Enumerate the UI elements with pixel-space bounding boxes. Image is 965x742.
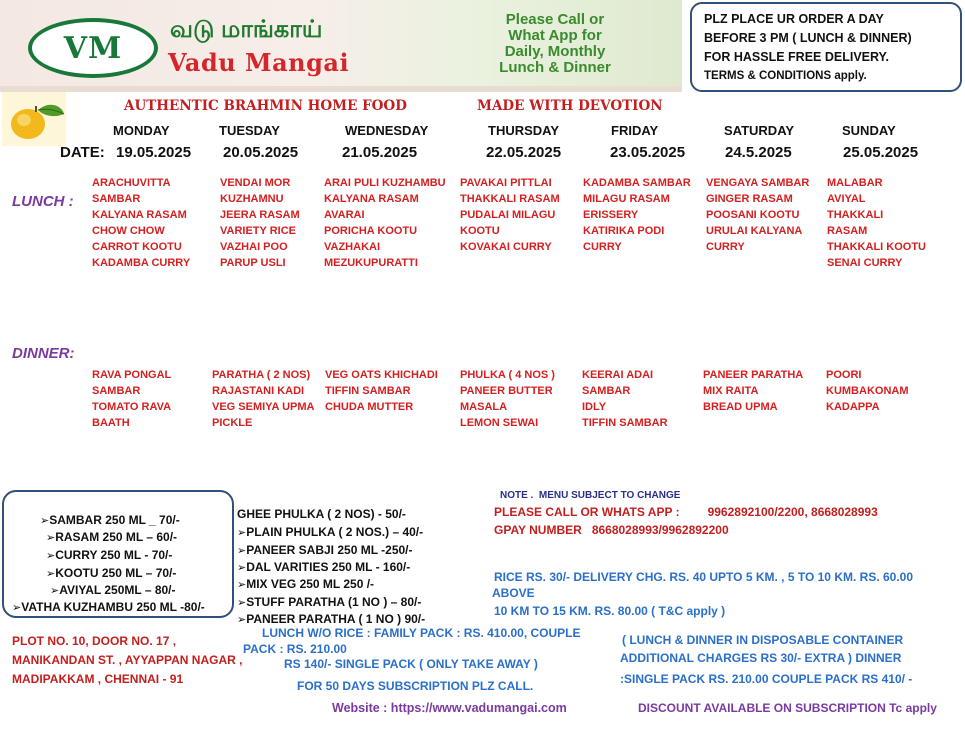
delivery-charges: RICE RS. 30/- DELIVERY CHG. RS. 40 UPTO 5 KM. , 5 TO 10 KM. RS. 60.00	[494, 570, 914, 584]
menu-item: ERISSERY	[583, 209, 639, 221]
menu-item: RAJASTANI KADI	[212, 385, 305, 397]
menu-item: IDLY	[582, 401, 607, 413]
extra-item: ➢STUFF PARATHA (1 NO ) – 80/-	[237, 595, 422, 609]
mango-icon	[2, 92, 66, 146]
day-friday: FRIDAY	[611, 123, 659, 138]
dinner-wednesday	[325, 367, 438, 415]
menu-item: PAVAKAI PITTLAI	[460, 177, 552, 189]
arrow-icon: ➢	[40, 515, 50, 527]
menu-item: SAMBAR	[582, 385, 631, 397]
arrow-icon: ➢	[46, 550, 56, 562]
dinner-friday	[582, 367, 668, 431]
date-thursday: 22.05.2025	[486, 144, 562, 161]
extra-item: ➢PANEER SABJI 250 ML -250/-	[237, 543, 413, 557]
day-tuesday: TUESDAY	[219, 123, 280, 138]
address: PLOT NO. 10, DOOR NO. 17 , MANIKANDAN ST. , AYYAPPAN NAGAR , MADIPAKKAM , CHENNAI - 91	[12, 634, 243, 686]
menu-item: MIX RAITA	[703, 385, 759, 397]
menu-item: CURRY	[583, 241, 622, 253]
lunch-sunday	[827, 175, 926, 271]
menu-item: AVIYAL	[827, 193, 866, 205]
menu-item: BREAD UPMA	[703, 401, 778, 413]
lunch-label: LUNCH :	[12, 193, 74, 210]
price-item: ➢KOOTU 250 ML – 70/-	[46, 566, 177, 580]
arrow-icon: ➢	[237, 562, 247, 574]
menu-item: KEERAI ADAI	[582, 369, 654, 381]
menu-item: CHUDA MUTTER	[325, 401, 414, 413]
menu-item: PANEER BUTTER	[460, 385, 553, 397]
extra-item: ➢PANEER PARATHA ( 1 NO ) 90/-	[237, 612, 426, 626]
arrow-icon: ➢	[237, 597, 247, 609]
menu-item: VEG OATS KHICHADI	[325, 369, 438, 381]
menu-item: SENAI CURRY	[827, 257, 903, 269]
day-thursday: THURSDAY	[488, 123, 560, 138]
menu-item: VENDAI MOR	[220, 177, 291, 189]
banner-divider	[0, 86, 682, 92]
pack-prices-couple: PACK : RS. 210.00	[243, 642, 347, 656]
heading-authentic: AUTHENTIC BRAHMIN HOME FOOD	[124, 98, 407, 114]
menu-item: RASAM	[827, 225, 868, 237]
menu-item: GINGER RASAM	[706, 193, 793, 205]
menu-item: CURRY	[706, 241, 745, 253]
menu-item: VEG SEMIYA UPMA	[212, 401, 315, 413]
extra-item: GHEE PHULKA ( 2 NOS) - 50/-	[237, 507, 406, 521]
menu-item: THAKKALI RASAM	[460, 193, 560, 205]
menu-item: VAZHAKAI	[324, 241, 381, 253]
lunch-monday	[92, 175, 190, 271]
date-tuesday: 20.05.2025	[223, 144, 299, 161]
price-item: ➢AVIYAL 250ML – 80/-	[50, 583, 176, 597]
extra-item: ➢PLAIN PHULKA ( 2 NOS.) – 40/-	[237, 525, 424, 539]
lunch-thursday	[460, 175, 560, 255]
container-charges: ADDITIONAL CHARGES RS 30/- EXTRA ) DINNER	[620, 651, 902, 665]
menu-item: CHOW CHOW	[92, 225, 165, 237]
vm-logo	[28, 18, 158, 78]
pack-prices: LUNCH W/O RICE : FAMILY PACK : RS. 410.00, COUPLE	[262, 626, 581, 640]
date-label: DATE:	[60, 144, 105, 161]
menu-item: ARAI PULI KUZHAMBU	[324, 177, 446, 189]
date-friday: 23.05.2025	[610, 144, 686, 161]
brand-name-tamil: வடு மாங்காய்	[170, 16, 323, 43]
date-monday: 19.05.2025	[116, 144, 192, 161]
arrow-icon: ➢	[237, 579, 247, 591]
arrow-icon: ➢	[237, 614, 247, 626]
menu-item: VAZHAI POO	[220, 241, 288, 253]
date-saturday: 24.5.2025	[725, 144, 792, 161]
menu-item: TIFFIN SAMBAR	[325, 385, 411, 397]
menu-item: LEMON SEWAI	[460, 417, 539, 429]
extra-item: ➢DAL VARITIES 250 ML - 160/-	[237, 560, 411, 574]
price-item: ➢RASAM 250 ML – 60/-	[46, 530, 178, 544]
menu-item: PHULKA ( 4 NOS )	[460, 369, 555, 381]
arrow-icon: ➢	[46, 568, 56, 580]
gpay-number: GPAY NUMBER 8668028993/9962892200	[494, 523, 729, 537]
menu-item: SAMBAR	[92, 385, 141, 397]
dinner-sunday	[826, 367, 909, 415]
arrow-icon: ➢	[237, 527, 247, 539]
single-pack-price: RS 140/- SINGLE PACK ( ONLY TAKE AWAY )	[284, 657, 538, 671]
menu-item: POOSANI KOOTU	[706, 209, 800, 221]
delivery-charges-far: 10 KM TO 15 KM. RS. 80.00 ( T&C apply )	[494, 604, 726, 618]
heading-devotion: MADE WITH DEVOTION	[477, 98, 663, 114]
lunch-wednesday	[324, 175, 446, 271]
menu-item: AVARAI	[324, 209, 365, 221]
menu-note: NOTE . MENU SUBJECT TO CHANGE	[500, 490, 681, 501]
menu-item: POORI	[826, 369, 862, 381]
menu-item: KOOTU	[460, 225, 500, 237]
lunch-saturday	[706, 175, 809, 255]
menu-item: KOVAKAI CURRY	[460, 241, 552, 253]
menu-item: MILAGU RASAM	[583, 193, 670, 205]
menu-item: JEERA RASAM	[220, 209, 300, 221]
menu-item: KATIRIKA PODI	[583, 225, 665, 237]
menu-item: MALABAR	[827, 177, 883, 189]
menu-item: BAATH	[92, 417, 130, 429]
menu-item: RAVA PONGAL	[92, 369, 172, 381]
day-saturday: SATURDAY	[724, 123, 795, 138]
menu-item: KALYANA RASAM	[324, 193, 419, 205]
lunch-friday	[583, 175, 691, 255]
subscription-note: FOR 50 DAYS SUBSCRIPTION PLZ CALL.	[297, 679, 534, 693]
menu-item: URULAI KALYANA	[706, 225, 803, 237]
dinner-label: DINNER:	[12, 345, 75, 362]
extra-item: ➢MIX VEG 250 ML 250 /-	[237, 577, 375, 591]
menu-item: KUZHAMNU	[220, 193, 284, 205]
dinner-thursday	[460, 367, 555, 431]
dinner-monday	[92, 367, 171, 431]
menu-item: MASALA	[460, 401, 508, 413]
arrow-icon: ➢	[50, 585, 60, 597]
logo-text: VM	[63, 30, 123, 66]
menu-item: KADAMBA CURRY	[92, 257, 191, 269]
arrow-icon: ➢	[12, 602, 22, 614]
arrow-icon: ➢	[46, 532, 56, 544]
menu-item: TOMATO RAVA	[92, 401, 172, 413]
menu-item: KALYANA RASAM	[92, 209, 187, 221]
menu-item: PARATHA ( 2 NOS)	[212, 369, 311, 381]
discount-note: DISCOUNT AVAILABLE ON SUBSCRIPTION Tc apply	[638, 701, 937, 715]
lunch-tuesday	[220, 175, 300, 271]
price-item: ➢SAMBAR 250 ML _ 70/-	[40, 513, 180, 527]
menu-item: PORICHA KOOTU	[324, 225, 418, 237]
date-wednesday: 21.05.2025	[342, 144, 418, 161]
menu-item: KADAPPA	[826, 401, 880, 413]
day-sunday: SUNDAY	[842, 123, 896, 138]
dinner-pack-prices: :SINGLE PACK RS. 210.00 COUPLE PACK RS 410/ -	[620, 672, 913, 686]
delivery-charges-above: ABOVE	[492, 586, 535, 600]
website-link[interactable]: Website : https://www.vadumangai.com	[332, 701, 567, 715]
price-item: ➢CURRY 250 ML - 70/-	[46, 548, 173, 562]
menu-item: SAMBAR	[92, 193, 141, 205]
menu-item: PARUP USLI	[220, 257, 286, 269]
dinner-tuesday	[212, 367, 315, 431]
menu-item: PUDALAI MILAGU	[460, 209, 556, 221]
menu-item: CARROT KOOTU	[92, 241, 182, 253]
price-item: ➢VATHA KUZHAMBU 250 ML -80/-	[12, 600, 205, 614]
date-sunday: 25.05.2025	[843, 144, 919, 161]
menu-item: TIFFIN SAMBAR	[582, 417, 668, 429]
menu-item: PANEER PARATHA	[703, 369, 804, 381]
dinner-saturday	[703, 367, 803, 415]
menu-item: PICKLE	[212, 417, 253, 429]
menu-item: ARACHUVITTA	[92, 177, 171, 189]
arrow-icon: ➢	[237, 545, 247, 557]
order-notice-box: PLZ PLACE UR ORDER A DAY BEFORE 3 PM ( LUNCH & DINNER) FOR HASSLE FREE DELIVERY. TERMS & CONDITIONS apply.	[690, 2, 962, 92]
menu-item: VENGAYA SAMBAR	[706, 177, 810, 189]
contact-phone: PLEASE CALL OR WHATS APP : 9962892100/2200, 8668028993	[494, 505, 878, 519]
menu-item: KUMBAKONAM	[826, 385, 909, 397]
brand-name: Vadu Mangai	[168, 48, 350, 77]
menu-item: VARIETY RICE	[220, 225, 296, 237]
day-wednesday: WEDNESDAY	[345, 123, 429, 138]
menu-item: THAKKALI	[827, 209, 884, 221]
day-monday: MONDAY	[113, 123, 170, 138]
menu-item: MEZUKUPURATTI	[324, 257, 418, 269]
banner-promo: Please Call or What App for Daily, Monthly Lunch & Dinner	[499, 11, 611, 76]
container-note: ( LUNCH & DINNER IN DISPOSABLE CONTAINER	[622, 633, 904, 647]
menu-item: THAKKALI KOOTU	[827, 241, 926, 253]
menu-item: KADAMBA SAMBAR	[583, 177, 691, 189]
